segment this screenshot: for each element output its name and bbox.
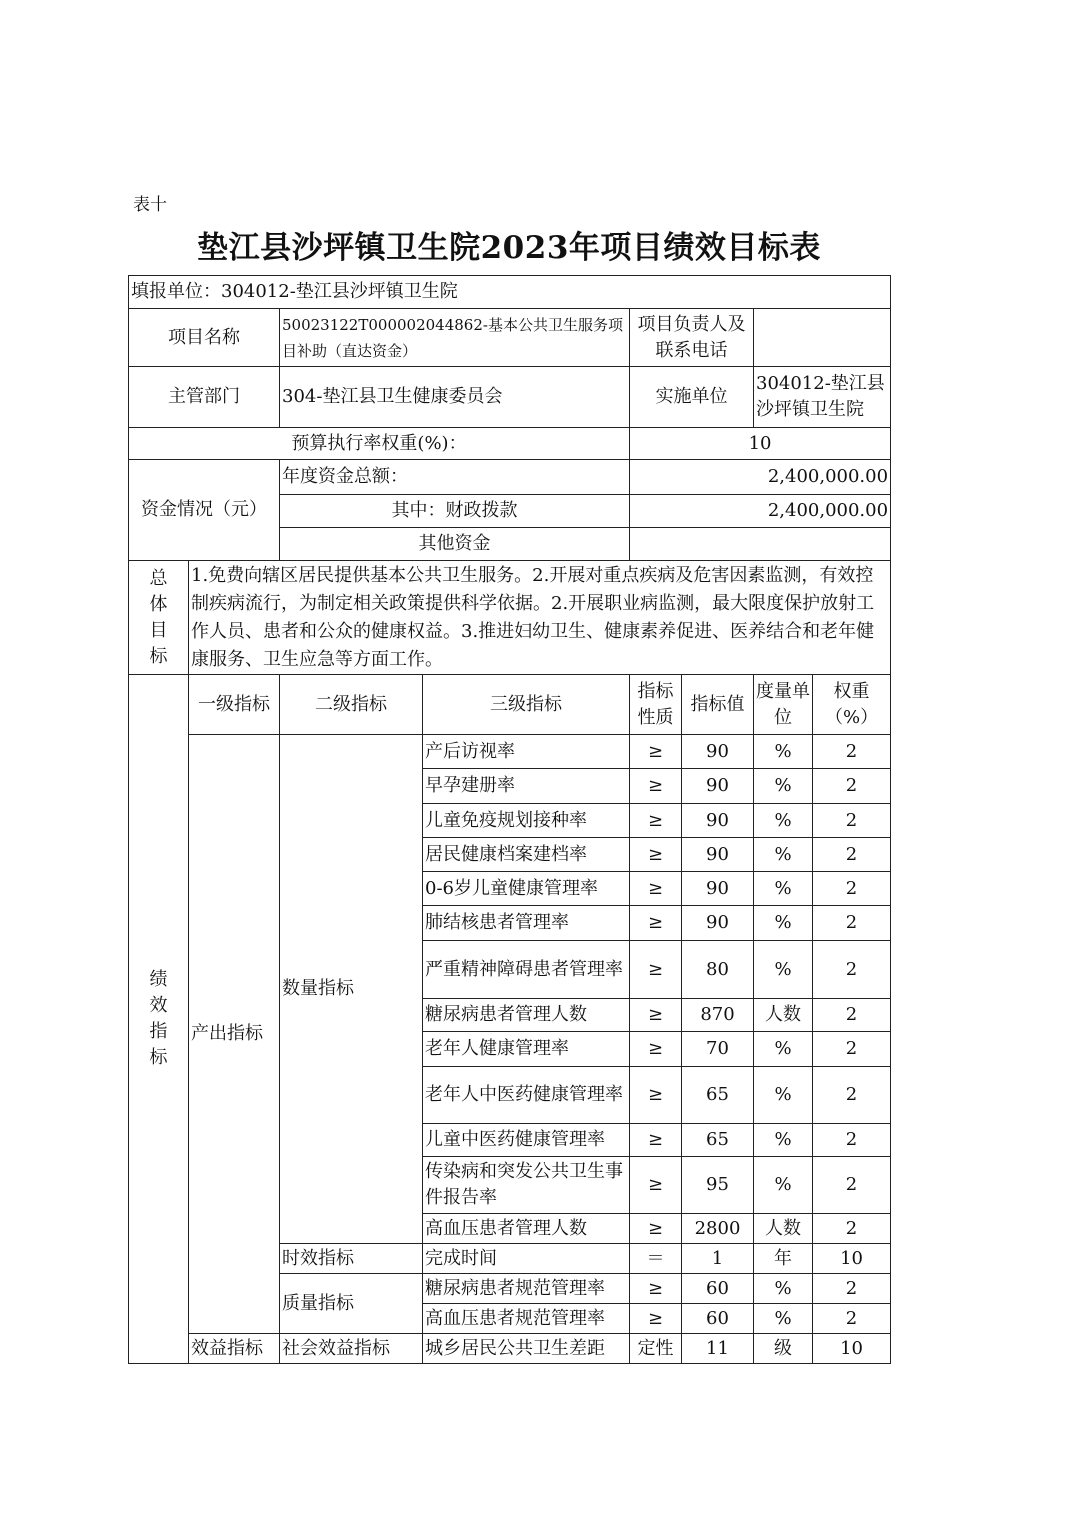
- indicator-weight: 10: [813, 1334, 891, 1364]
- indicator-nature: ≥: [630, 804, 682, 838]
- indicator-value: 65: [682, 1124, 754, 1157]
- funds-fiscal-value: 2,400,000.00: [630, 495, 891, 528]
- indicator-weight: 2: [813, 872, 891, 906]
- indicator-unit: %: [754, 838, 813, 872]
- indicator-weight: 2: [813, 999, 891, 1032]
- indicator-weight: 2: [813, 1032, 891, 1067]
- indicator-name: 糖尿病患者管理人数: [423, 999, 630, 1032]
- indicator-name: 居民健康档案建档率: [423, 838, 630, 872]
- goal-row: [129, 561, 891, 675]
- manager-value: [754, 309, 891, 367]
- level2-indicator: 数量指标: [280, 735, 423, 1244]
- indicator-name: 高血压患者规范管理率: [423, 1304, 630, 1334]
- indicator-unit: %: [754, 1157, 813, 1214]
- dept-label: 主管部门: [129, 367, 280, 428]
- indicator-value: 70: [682, 1032, 754, 1067]
- level1-indicator: 效益指标: [189, 1334, 280, 1364]
- indicator-nature: 定性: [630, 1334, 682, 1364]
- vertical-label-char: 标: [149, 1047, 168, 1068]
- indicator-weight: 2: [813, 1214, 891, 1244]
- indicator-weight: 2: [813, 1067, 891, 1124]
- indicator-unit: %: [754, 872, 813, 906]
- level2-indicator: 质量指标: [280, 1274, 423, 1334]
- funds-total-value: 2,400,000.00: [630, 460, 891, 495]
- filler-row: [129, 276, 891, 309]
- indicator-weight: 2: [813, 1157, 891, 1214]
- indicator-nature: ≥: [630, 769, 682, 804]
- indicator-value: 60: [682, 1274, 754, 1304]
- project-name-label: 项目名称: [129, 309, 280, 367]
- perf-label: [129, 675, 189, 1364]
- project-row: [129, 309, 891, 367]
- indicator-name: 儿童中医药健康管理率: [423, 1124, 630, 1157]
- goal-text: 1.免费向辖区居民提供基本公共卫生服务。2.开展对重点疾病及危害因素监测，有效控制疾病流行，为制定相关政策提供科学依据。2.开展职业病监测，最大限度保护放射工作人员、患者和公众的健康权益。3.推进妇幼卫生、健康素养促进、医养结合和老年健康服务、卫生应急等方面工作。: [189, 561, 891, 675]
- funds-label: 资金情况（元）: [129, 460, 280, 561]
- indicator-weight: 2: [813, 1304, 891, 1334]
- indicator-value: 870: [682, 999, 754, 1032]
- indicator-name: 严重精神障碍患者管理率: [423, 941, 630, 999]
- indicator-unit: %: [754, 769, 813, 804]
- project-name: 50023122T000002044862-基本公共卫生服务项目补助（直达资金）: [280, 309, 630, 367]
- indicator-unit: 人数: [754, 999, 813, 1032]
- indicator-unit: %: [754, 1124, 813, 1157]
- indicator-name: 完成时间: [423, 1244, 630, 1274]
- performance-table: [128, 275, 891, 1364]
- indicator-name: 0-6岁儿童健康管理率: [423, 872, 630, 906]
- funds-other-label: 其他资金: [280, 528, 630, 561]
- col-level1: 一级指标: [189, 675, 280, 735]
- indicator-name: 老年人中医药健康管理率: [423, 1067, 630, 1124]
- indicator-weight: 2: [813, 838, 891, 872]
- indicator-name: 肺结核患者管理率: [423, 906, 630, 941]
- vertical-label-char: 标: [149, 645, 168, 667]
- indicator-nature: ≥: [630, 1124, 682, 1157]
- indicator-nature: ≥: [630, 1032, 682, 1067]
- document-title: 垫江县沙坪镇卫生院2023年项目绩效目标表: [197, 230, 821, 266]
- indicator-weight: 2: [813, 1124, 891, 1157]
- indicator-name: 传染病和突发公共卫生事件报告率: [423, 1157, 630, 1214]
- indicator-nature: ≥: [630, 906, 682, 941]
- indicator-name: 早孕建册率: [423, 769, 630, 804]
- funds-total-label: 年度资金总额：: [280, 460, 630, 495]
- indicator-name: 儿童免疫规划接种率: [423, 804, 630, 838]
- indicator-unit: %: [754, 735, 813, 769]
- budget-weight-row: [129, 428, 891, 460]
- filler-unit: 填报单位：304012-垫江县沙坪镇卫生院: [129, 276, 891, 309]
- indicator-nature: ≥: [630, 1067, 682, 1124]
- indicator-unit: %: [754, 1304, 813, 1334]
- indicator-weight: 10: [813, 1244, 891, 1274]
- indicator-nature: ≥: [630, 1304, 682, 1334]
- indicator-value: 2800: [682, 1214, 754, 1244]
- indicator-weight: 2: [813, 906, 891, 941]
- indicator-unit: %: [754, 906, 813, 941]
- indicator-nature: ＝: [630, 1244, 682, 1274]
- indicator-value: 1: [682, 1244, 754, 1274]
- indicator-unit: %: [754, 1274, 813, 1304]
- indicator-nature: ≥: [630, 872, 682, 906]
- indicator-weight: 2: [813, 1274, 891, 1304]
- indicator-row: [129, 1334, 891, 1364]
- indicator-nature: ≥: [630, 941, 682, 999]
- indicator-value: 65: [682, 1067, 754, 1124]
- budget-weight-label: 预算执行率权重(%)：: [129, 428, 630, 460]
- indicator-unit: 人数: [754, 1214, 813, 1244]
- indicator-weight: 2: [813, 804, 891, 838]
- indicator-nature: ≥: [630, 735, 682, 769]
- vertical-label-char: 效: [149, 995, 168, 1016]
- impl-label: 实施单位: [630, 367, 754, 428]
- perf-header-row: [129, 675, 891, 735]
- indicator-weight: 2: [813, 941, 891, 999]
- vertical-label-char: 体: [149, 593, 168, 615]
- indicator-name: 城乡居民公共卫生差距: [423, 1334, 630, 1364]
- indicator-nature: ≥: [630, 1157, 682, 1214]
- funds-fiscal-label: 其中：财政拨款: [280, 495, 630, 528]
- funds-other-value: [630, 528, 891, 561]
- goal-label: [129, 561, 189, 675]
- vertical-label-char: 总: [149, 567, 168, 589]
- indicator-weight: 2: [813, 735, 891, 769]
- indicator-name: 糖尿病患者规范管理率: [423, 1274, 630, 1304]
- indicator-value: 90: [682, 769, 754, 804]
- indicator-weight: 2: [813, 769, 891, 804]
- indicator-unit: %: [754, 1032, 813, 1067]
- manager-label: 项目负责人及联系电话: [630, 309, 754, 367]
- indicator-nature: ≥: [630, 999, 682, 1032]
- vertical-label-char: 指: [149, 1021, 168, 1042]
- level2-indicator: 时效指标: [280, 1244, 423, 1274]
- indicator-nature: ≥: [630, 1214, 682, 1244]
- dept-value: 304-垫江县卫生健康委员会: [280, 367, 630, 428]
- impl-value: 304012-垫江县沙坪镇卫生院: [754, 367, 891, 428]
- indicator-unit: %: [754, 941, 813, 999]
- indicator-name: 产后访视率: [423, 735, 630, 769]
- level2-indicator: 社会效益指标: [280, 1334, 423, 1364]
- indicator-value: 80: [682, 941, 754, 999]
- indicator-value: 90: [682, 906, 754, 941]
- indicator-value: 60: [682, 1304, 754, 1334]
- indicator-nature: ≥: [630, 838, 682, 872]
- dept-row: [129, 367, 891, 428]
- indicator-unit: 年: [754, 1244, 813, 1274]
- indicator-value: 90: [682, 872, 754, 906]
- funds-total-row: [129, 460, 891, 495]
- indicator-name: 老年人健康管理率: [423, 1032, 630, 1067]
- indicator-row: [129, 735, 891, 769]
- indicator-value: 90: [682, 735, 754, 769]
- indicator-unit: 级: [754, 1334, 813, 1364]
- indicator-name: 高血压患者管理人数: [423, 1214, 630, 1244]
- indicator-value: 11: [682, 1334, 754, 1364]
- col-nature: 指标性质: [630, 675, 682, 735]
- indicator-value: 90: [682, 838, 754, 872]
- indicator-nature: ≥: [630, 1274, 682, 1304]
- indicator-unit: %: [754, 804, 813, 838]
- budget-weight-value: 10: [630, 428, 891, 460]
- vertical-label-char: 绩: [149, 969, 168, 990]
- indicator-value: 95: [682, 1157, 754, 1214]
- col-unit: 度量单位: [754, 675, 813, 735]
- col-value: 指标值: [682, 675, 754, 735]
- col-weight: 权重（%）: [813, 675, 891, 735]
- col-level2: 二级指标: [280, 675, 423, 735]
- level1-indicator: 产出指标: [189, 735, 280, 1334]
- vertical-label-char: 目: [149, 619, 168, 641]
- indicator-unit: %: [754, 1067, 813, 1124]
- table-number: 表十: [133, 195, 167, 215]
- indicator-value: 90: [682, 804, 754, 838]
- col-level3: 三级指标: [423, 675, 630, 735]
